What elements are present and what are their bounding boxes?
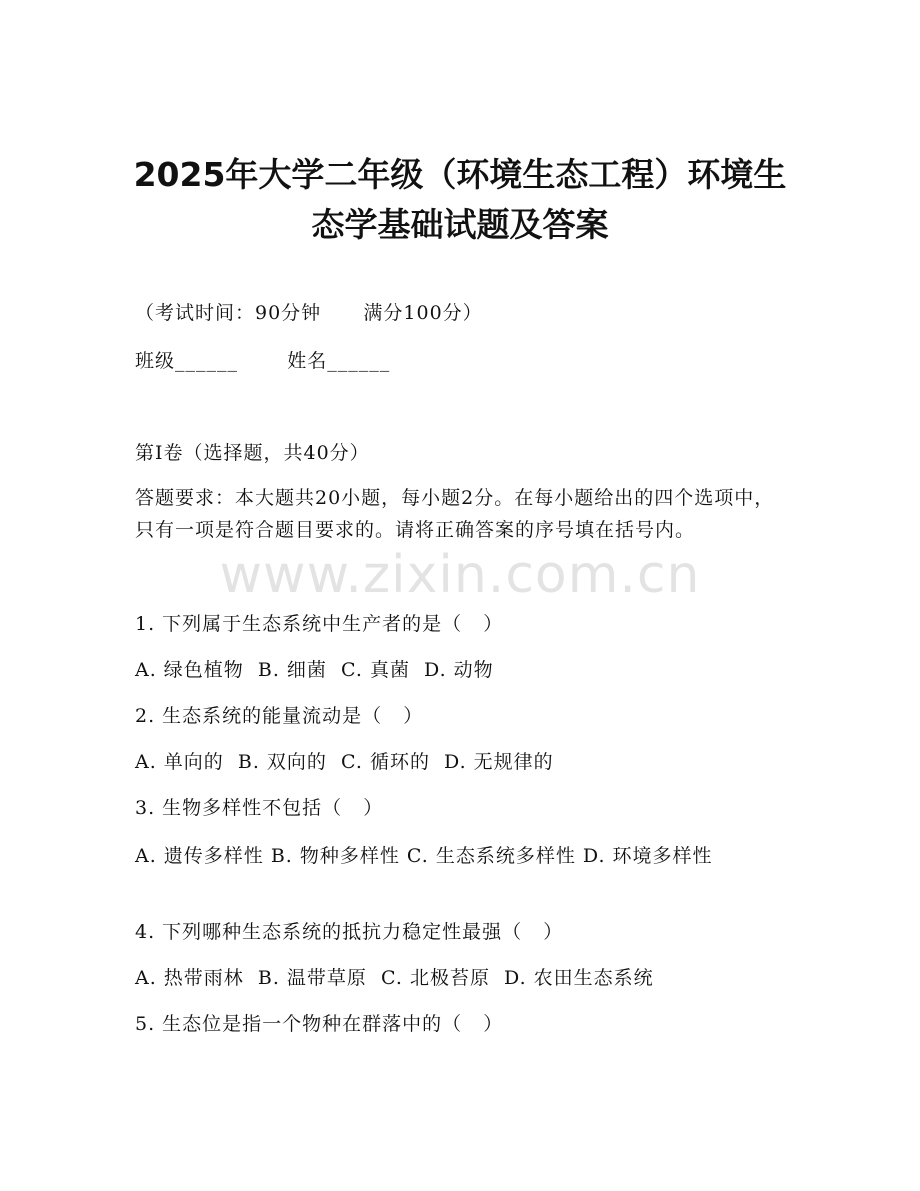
- question-1-stem: 1. 下列属于生态系统中生产者的是（ ）: [135, 613, 504, 635]
- question-3-options: A. 遗传多样性 B. 物种多样性 C. 生态系统多样性 D. 环境多样性: [135, 845, 713, 867]
- question-5-stem: 5. 生态位是指一个物种在群落中的（ ）: [135, 1013, 504, 1035]
- question-2-options: A. 单向的 B. 双向的 C. 循环的 D. 无规律的: [135, 751, 554, 773]
- title-line-1: 2025年大学二年级（环境生态工程）环境生: [133, 155, 787, 194]
- watermark: www.zixin.com.cn: [219, 545, 701, 605]
- question-3-stem: 3. 生物多样性不包括（ ）: [135, 797, 384, 819]
- question-1-options: A. 绿色植物 B. 细菌 C. 真菌 D. 动物: [135, 659, 494, 681]
- class-name-fields: 班级______ 姓名______: [135, 350, 391, 372]
- title-line-2: 态学基础试题及答案: [311, 205, 609, 244]
- question-2-stem: 2. 生态系统的能量流动是（ ）: [135, 705, 424, 727]
- question-4-options: A. 热带雨林 B. 温带草原 C. 北极苔原 D. 农田生态系统: [135, 967, 654, 989]
- exam-info: （考试时间：90分钟 满分100分）: [135, 302, 483, 324]
- answer-instructions: 答题要求：本大题共20小题，每小题2分。在每小题给出的四个选项中，只有一项是符合题目要求的。请将正确答案的序号填在括号内。: [135, 487, 775, 541]
- document-title: [100, 150, 820, 250]
- question-4-stem: 4. 下列哪种生态系统的抵抗力稳定性最强（ ）: [135, 921, 564, 943]
- section-header: 第I卷（选择题，共40分）: [135, 442, 370, 464]
